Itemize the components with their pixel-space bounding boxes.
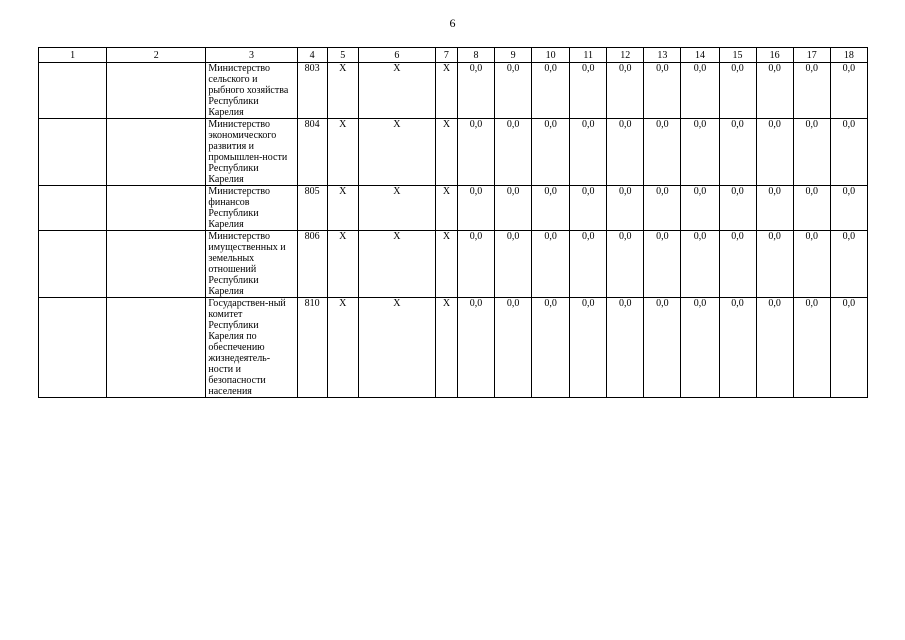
- column-header-13: 13: [644, 48, 681, 63]
- cell-value-col-13: 0,0: [644, 231, 681, 298]
- cell-value-col-11: 0,0: [570, 186, 607, 231]
- column-header-16: 16: [756, 48, 793, 63]
- cell-value-col-16: 0,0: [756, 298, 793, 398]
- cell-value-col-10: 0,0: [532, 119, 570, 186]
- cell-col-1: [39, 231, 107, 298]
- cell-value-col-16: 0,0: [756, 63, 793, 119]
- cell-col-2: [107, 231, 206, 298]
- cell-col-6: Х: [358, 63, 435, 119]
- cell-code: 806: [297, 231, 327, 298]
- cell-value-col-18: 0,0: [830, 119, 867, 186]
- cell-col-1: [39, 298, 107, 398]
- cell-value-col-8: 0,0: [457, 298, 494, 398]
- cell-col-1: [39, 63, 107, 119]
- cell-col-7: Х: [435, 231, 457, 298]
- cell-col-5: Х: [327, 231, 358, 298]
- cell-value-col-17: 0,0: [793, 63, 830, 119]
- table-body: [39, 63, 868, 398]
- cell-value-col-16: 0,0: [756, 186, 793, 231]
- cell-code: 810: [297, 298, 327, 398]
- cell-col-6: Х: [358, 231, 435, 298]
- cell-value-col-15: 0,0: [719, 119, 756, 186]
- cell-value-col-12: 0,0: [607, 119, 644, 186]
- cell-col-2: [107, 63, 206, 119]
- cell-value-col-10: 0,0: [532, 298, 570, 398]
- cell-col-6: Х: [358, 298, 435, 398]
- column-header-14: 14: [681, 48, 719, 63]
- cell-value-col-9: 0,0: [495, 119, 532, 186]
- column-header-9: 9: [495, 48, 532, 63]
- cell-value-col-11: 0,0: [570, 231, 607, 298]
- cell-value-col-13: 0,0: [644, 298, 681, 398]
- cell-value-col-18: 0,0: [830, 186, 867, 231]
- cell-value-col-10: 0,0: [532, 186, 570, 231]
- cell-code: 804: [297, 119, 327, 186]
- cell-value-col-16: 0,0: [756, 231, 793, 298]
- cell-code: 803: [297, 63, 327, 119]
- cell-value-col-14: 0,0: [681, 231, 719, 298]
- cell-value-col-8: 0,0: [457, 63, 494, 119]
- cell-value-col-10: 0,0: [532, 63, 570, 119]
- table-row: [39, 63, 868, 119]
- cell-value-col-9: 0,0: [495, 63, 532, 119]
- cell-value-col-13: 0,0: [644, 63, 681, 119]
- cell-value-col-10: 0,0: [532, 231, 570, 298]
- cell-col-5: Х: [327, 63, 358, 119]
- column-header-6: 6: [358, 48, 435, 63]
- cell-col-7: Х: [435, 298, 457, 398]
- column-header-15: 15: [719, 48, 756, 63]
- cell-value-col-8: 0,0: [457, 119, 494, 186]
- cell-organization-name: Министерство сельского и рыбного хозяйства Республики Карелия: [206, 63, 297, 119]
- cell-value-col-13: 0,0: [644, 186, 681, 231]
- column-header-4: 4: [297, 48, 327, 63]
- cell-col-2: [107, 119, 206, 186]
- cell-code: 805: [297, 186, 327, 231]
- cell-value-col-17: 0,0: [793, 186, 830, 231]
- cell-value-col-12: 0,0: [607, 186, 644, 231]
- cell-value-col-14: 0,0: [681, 63, 719, 119]
- cell-organization-name: Министерство имущественных и земельных отношений Республики Карелия: [206, 231, 297, 298]
- cell-col-7: Х: [435, 119, 457, 186]
- cell-col-1: [39, 119, 107, 186]
- cell-value-col-14: 0,0: [681, 298, 719, 398]
- cell-value-col-17: 0,0: [793, 231, 830, 298]
- column-header-3: 3: [206, 48, 297, 63]
- cell-value-col-18: 0,0: [830, 231, 867, 298]
- cell-value-col-15: 0,0: [719, 186, 756, 231]
- cell-value-col-14: 0,0: [681, 186, 719, 231]
- page-number: 6: [449, 16, 456, 30]
- column-header-10: 10: [532, 48, 570, 63]
- cell-value-col-15: 0,0: [719, 63, 756, 119]
- cell-value-col-12: 0,0: [607, 298, 644, 398]
- cell-value-col-15: 0,0: [719, 298, 756, 398]
- table-row: [39, 298, 868, 398]
- table-row: [39, 119, 868, 186]
- column-header-18: 18: [830, 48, 867, 63]
- cell-value-col-9: 0,0: [495, 186, 532, 231]
- budget-table: [38, 47, 868, 398]
- cell-col-5: Х: [327, 186, 358, 231]
- cell-value-col-13: 0,0: [644, 119, 681, 186]
- cell-value-col-12: 0,0: [607, 63, 644, 119]
- column-header-12: 12: [607, 48, 644, 63]
- cell-value-col-16: 0,0: [756, 119, 793, 186]
- cell-value-col-8: 0,0: [457, 186, 494, 231]
- cell-value-col-12: 0,0: [607, 231, 644, 298]
- cell-value-col-17: 0,0: [793, 298, 830, 398]
- cell-col-7: Х: [435, 63, 457, 119]
- header-row: [39, 48, 868, 63]
- cell-col-7: Х: [435, 186, 457, 231]
- cell-value-col-18: 0,0: [830, 63, 867, 119]
- cell-value-col-18: 0,0: [830, 298, 867, 398]
- table-row: [39, 231, 868, 298]
- cell-value-col-9: 0,0: [495, 231, 532, 298]
- column-header-5: 5: [327, 48, 358, 63]
- cell-value-col-8: 0,0: [457, 231, 494, 298]
- table-row: [39, 186, 868, 231]
- column-header-7: 7: [435, 48, 457, 63]
- cell-value-col-15: 0,0: [719, 231, 756, 298]
- column-header-8: 8: [457, 48, 494, 63]
- cell-col-2: [107, 186, 206, 231]
- cell-value-col-11: 0,0: [570, 119, 607, 186]
- column-header-17: 17: [793, 48, 830, 63]
- cell-value-col-14: 0,0: [681, 119, 719, 186]
- cell-organization-name: Министерство финансов Республики Карелия: [206, 186, 297, 231]
- cell-col-5: Х: [327, 119, 358, 186]
- cell-value-col-17: 0,0: [793, 119, 830, 186]
- cell-col-6: Х: [358, 186, 435, 231]
- cell-value-col-11: 0,0: [570, 298, 607, 398]
- cell-organization-name: Государствен-ный комитет Республики Карелия по обеспечению жизнедеятель-ности и безопасности населения: [206, 298, 297, 398]
- column-header-1: 1: [39, 48, 107, 63]
- cell-col-6: Х: [358, 119, 435, 186]
- cell-col-2: [107, 298, 206, 398]
- cell-col-1: [39, 186, 107, 231]
- cell-value-col-11: 0,0: [570, 63, 607, 119]
- column-header-11: 11: [570, 48, 607, 63]
- cell-value-col-9: 0,0: [495, 298, 532, 398]
- column-header-2: 2: [107, 48, 206, 63]
- cell-organization-name: Министерство экономического развития и промышлен-ности Республики Карелия: [206, 119, 297, 186]
- cell-col-5: Х: [327, 298, 358, 398]
